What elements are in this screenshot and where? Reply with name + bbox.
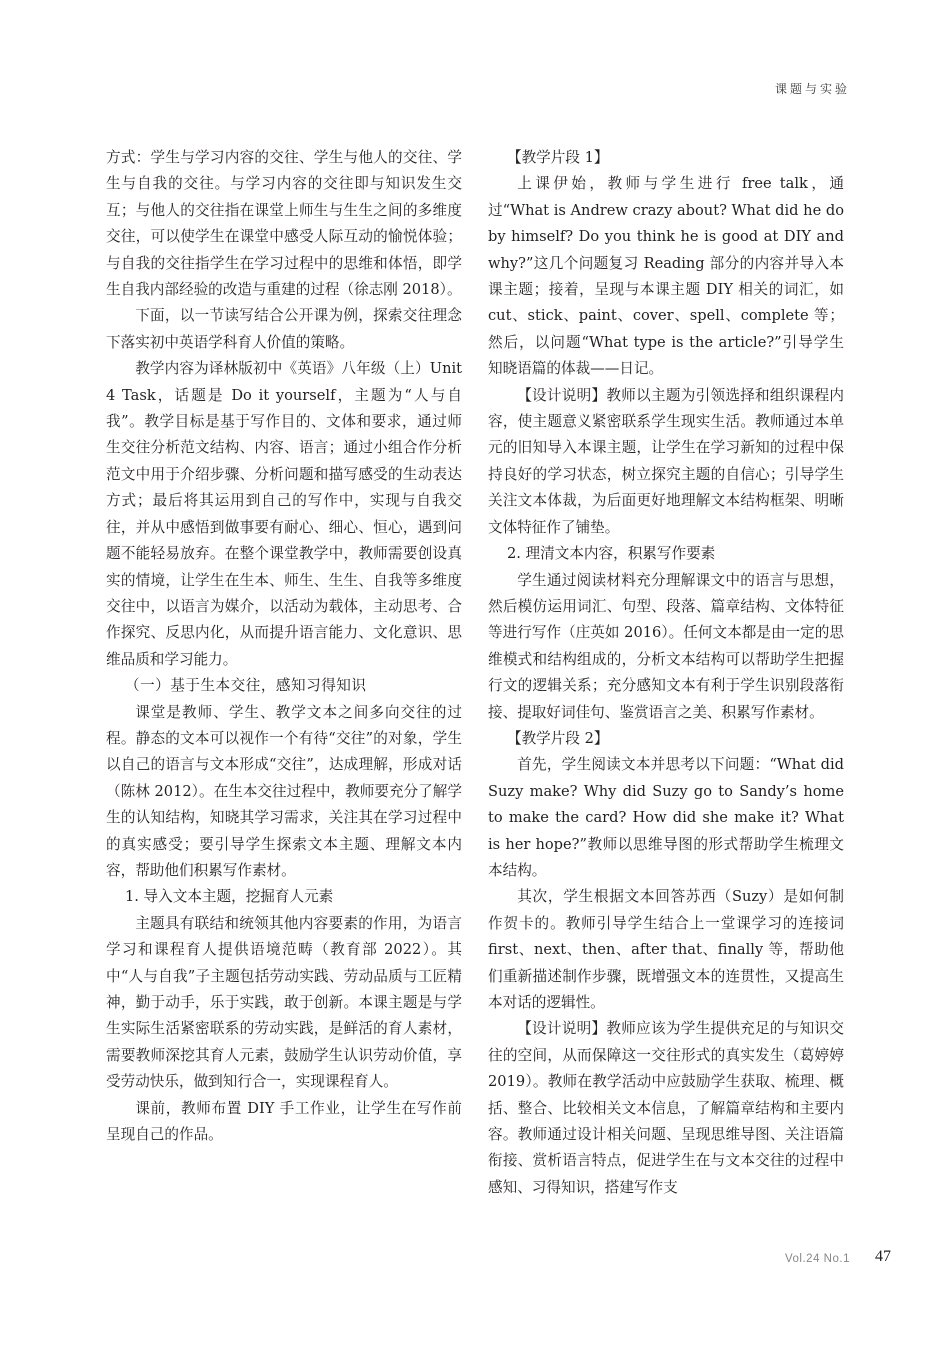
design-note-paragraph: 【设计说明】教师应该为学生提供充足的与知识交往的空间，从而保障这一交往形式的真实发生（葛婷婷 2019）。教师在教学活动中应鼓励学生获取、梳理、概括、整合、比较相关文本信息，了解篇章结构和主要内容。教师通过设计相关问题、呈现思维导图、关注语篇衔接、赏析语言特点，促进学生在与文本交往的过程中感知、习得知识，搭建写作支 (488, 1020, 844, 1196)
paragraph: 下面，以一节读写结合公开课为例，探索交往理念下落实初中英语学科育人价值的策略。 (106, 307, 462, 351)
teaching-segment-heading: 【教学片段 2】 (506, 729, 609, 747)
paragraph: 学生通过阅读材料充分理解课文中的语言与思想，然后模仿运用词汇、句型、段落、篇章结构、文体特征等进行写作（庄英如 2016）。任何文本都是由一定的思维模式和结构组成的，分析文本结构可以帮助学生把握行文的逻辑关系；充分感知文本有利于学生识别段落衔接、提取好词佳句、鉴赏语言之美、积累写作素材。 (488, 571, 844, 721)
paragraph: 课堂是教师、学生、教学文本之间多向交往的过程。静态的文本可以视作一个有待“交往”的对象，学生以自己的语言与文本形成“交往”，达成理解，形成对话（陈林 2012）。在生本交往过程中，教师要充分了解学生的认知结构，知晓其学习需求，关注其在学习过程中的真实感受；要引导学生探索文本主题、理解文本内容，帮助他们积累写作素材。 (106, 703, 462, 879)
subsection-heading: 2. 理清文本内容，积累写作要素 (506, 545, 716, 563)
paragraph: 其次，学生根据文本回答苏西（Suzy）是如何制作贺卡的。教师引导学生结合上一堂课学习的连接词 first、next、then、after that、finally 等，帮助他们重新描述制作步骤，既增强文本的连贯性，又提高生本对话的逻辑性。 (488, 888, 844, 1011)
issue-label: Vol.24 No.1 (785, 1253, 850, 1265)
paragraph: 教学内容为译林版初中《英语》八年级（上）Unit 4 Task，话题是 Do it yourself，主题为“人与自我”。教学目标是基于写作目的、文体和要求，通过师生交往分析范文结构、内容、语言；通过小组合作分析范文中用于介绍步骤、分析问题和描写感受的生动表达方式；最后将其运用到自己的写作中，实现与自我交往，并从中感悟到做事要有耐心、细心、恒心，遇到问题不能轻易放弃。在整个课堂教学中，教师需要创设真实的情境，让学生在生本、师生、生生、自我等多维度交往中，以语言为媒介，以活动为载体，主动思考、合作探究、反思内化，从而提升语言能力、文化意识、思维品质和学习能力。 (106, 360, 462, 668)
right-column (488, 145, 844, 1201)
left-column (106, 145, 462, 1148)
section-heading: （一）基于生本交往，感知习得知识 (124, 677, 367, 695)
design-note-paragraph: 【设计说明】教师以主题为引领选择和组织课程内容，使主题意义紧密联系学生现实生活。教师通过本单元的旧知导入本课主题，让学生在学习新知的过程中保持良好的学习状态，树立探究主题的自信心；引导学生关注文本体裁，为后面更好地理解文本结构框架、明晰文体特征作了铺垫。 (488, 386, 844, 536)
running-head: 课题与实验 (774, 82, 850, 96)
paragraph: 课前，教师布置 DIY 手工作业，让学生在写作前呈现自己的作品。 (106, 1099, 462, 1144)
paragraph: 首先，学生阅读文本并思考以下问题：“What did Suzy make? Why did Suzy go to Sandy’s home to make the card? How did she make it? What is her hope?”教师以思维导图的形式帮助学生梳理文本结构。 (488, 756, 844, 879)
paragraph: 方式：学生与学习内容的交往、学生与他人的交往、学生与自我的交往。与学习内容的交往即与知识发生交互；与他人的交往指在课堂上师生与生生之间的多维度交往，可以使学生在课堂中感受人际互动的愉悦体验；与自我的交往指学生在学习过程中的思维和体悟，即学生自我内部经验的改造与重建的过程（徐志刚 2018）。 (106, 149, 462, 299)
subsection-heading: 1. 导入文本主题，挖掘育人元素 (124, 888, 334, 906)
paragraph: 主题具有联结和统领其他内容要素的作用，为语言学习和课程育人提供语境范畴（教育部 2022）。其中“人与自我”子主题包括劳动实践、劳动品质与工匠精神，勤于动手，乐于实践，敢于创新。本课主题是与学生实际生活紧密联系的劳动实践，是鲜活的育人素材，需要教师深挖其育人元素，鼓励学生认识劳动价值，享受劳动快乐，做到知行合一，实现课程育人。 (106, 914, 462, 1091)
page-number: 47 (875, 1248, 891, 1265)
teaching-segment-heading: 【教学片段 1】 (506, 149, 609, 166)
paragraph: 上课伊始，教师与学生进行 free talk，通过“What is Andrew crazy about? What did he do by himself? Do you think he is good at DIY and why?”这几个问题复习 Reading 部分的内容并导入本课主题；接着，呈现与本课主题 DIY 相关的词汇，如 cut、stick、paint、cover、spell、complete 等；然后，以问题“What type is the article?”引导学生知晓语篇的体裁——日记。 (488, 175, 844, 378)
